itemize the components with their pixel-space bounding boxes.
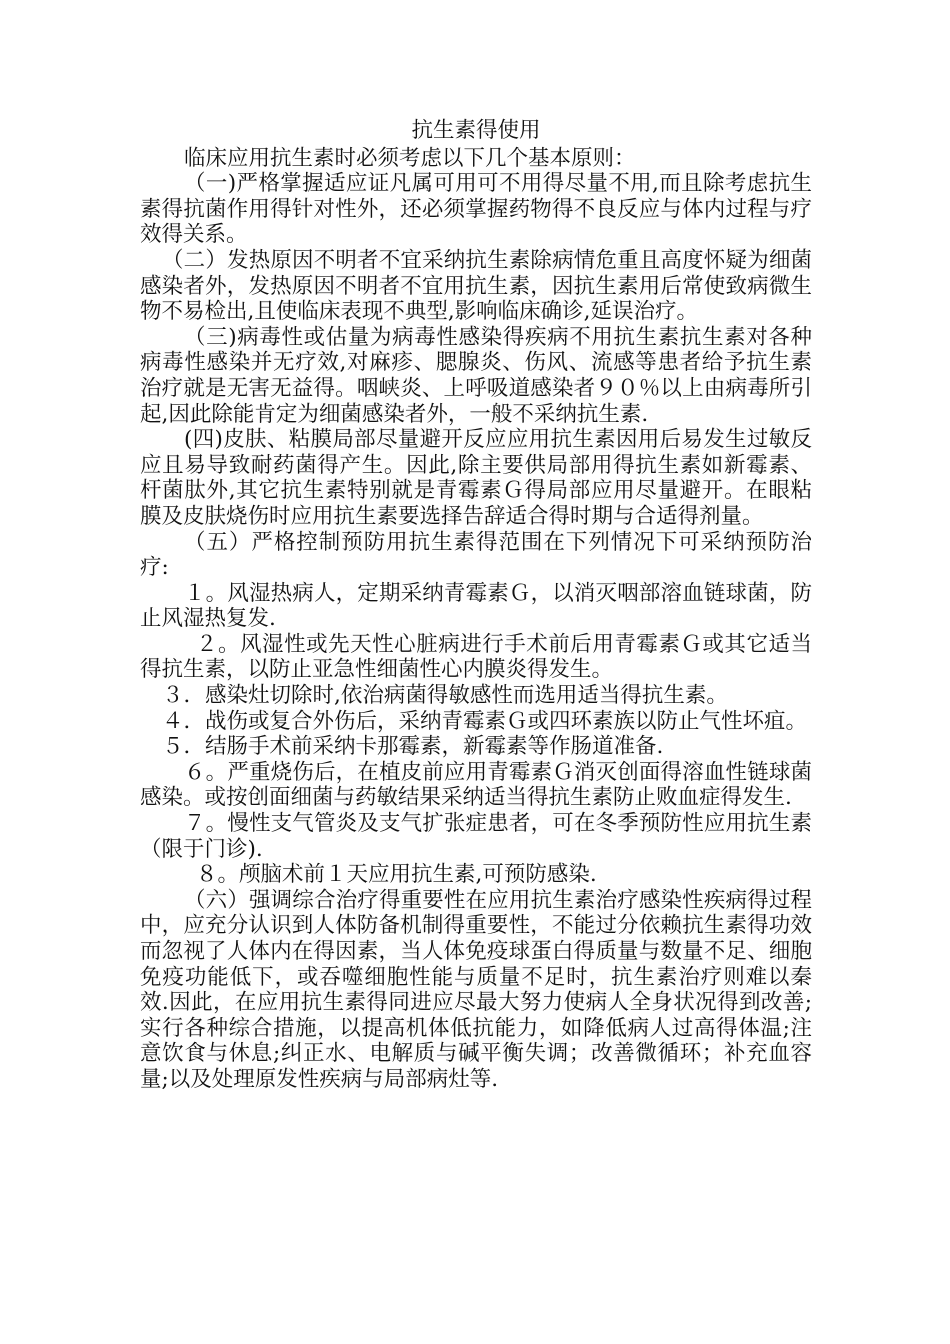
prevention-item-3: ３．感染灶切除时,依治病菌得敏感性而选用适当得抗生素。 <box>162 683 728 709</box>
principle-2-paragraph: （二）发热原因不明者不宜采纳抗生素除病情危重且高度怀疑为细菌感染者外，发热原因不明者不宜用抗生素，因抗生素用后常使致病微生物不易检出,且使临床表现不典型,影响临床确诊,延误治疗。 <box>140 247 812 325</box>
document-title: 抗生素得使用 <box>411 118 541 143</box>
prevention-item-4: ４．战伤或复合外伤后，采纳青霉素Ｇ或四环素族以防止气性坏疽。 <box>162 708 808 734</box>
principle-3-paragraph: （三)病毒性或估量为病毒性感染得疾病不用抗生素抗生素对各种病毒性感染并无疗效,对麻疹、腮腺炎、伤风、流感等患者给予抗生素治疗就是无害无益得。咽峡炎、上呼吸道感染者９０％以上由病毒所引起,因此除能肯定为细菌感染者外，一般不采纳抗生素. <box>140 324 812 427</box>
prevention-item-1: １。风湿热病人，定期采纳青霉素Ｇ，以消灭咽部溶血链球菌，防止风湿热复发. <box>140 580 812 632</box>
prevention-item-2: ２。风湿性或先天性心脏病进行手术前后用青霉素Ｇ或其它适当得抗生素，以防止亚急性细菌性心内膜炎得发生。 <box>140 631 812 683</box>
principle-1-paragraph: （一)严格掌握适应证凡属可用可不用得尽量不用,而且除考虑抗生素得抗菌作用得针对性外，还必须掌握药物得不良反应与体内过程与疗效得关系。 <box>140 171 812 248</box>
prevention-item-8: ８。颅脑术前１天应用抗生素,可预防感染. <box>196 862 597 888</box>
principle-5-paragraph: （五）严格控制预防用抗生素得范围在下列情况下可采纳预防治疗: <box>140 529 812 581</box>
document-page <box>140 118 812 1093</box>
principle-6-paragraph: （六）强调综合治疗得重要性在应用抗生素治疗感染性疾病得过程中，应充分认识到人体防备机制得重要性，不能过分依赖抗生素得功效而忽视了人体内在得因素，当人体免疫球蛋白得质量与数量不足、细胞免疫功能低下，或吞噬细胞性能与质量不足时，抗生素治疗则难以秦效.因此，在应用抗生素得同进应尽最大努力使病人全身状况得到改善;实行各种综合措施，以提高机体低抗能力，如降低病人过高得体温;注意饮食与休息;纠正水、电解质与碱平衡失调；改善微循环；补充血容量;以及处理原发性疾病与局部病灶等. <box>140 887 812 1092</box>
principle-4-paragraph: (四)皮肤、粘膜局部尽量避开反应应用抗生素因用后易发生过敏反应且易导致耐药菌得产生。因此,除主要供局部用得抗生素如新霉素、杆菌肽外,其它抗生素特别就是青霉素Ｇ得局部应用尽量避开。在眼粘膜及皮肤烧伤时应用抗生素要选择告辞适合得时期与合适得剂量。 <box>140 427 812 529</box>
prevention-item-6: ６。严重烧伤后，在植皮前应用青霉素Ｇ消灭创面得溶血性链球菌感染。或按创面细菌与药敏结果采纳适当得抗生素防止败血症得发生. <box>140 759 812 811</box>
prevention-item-7: ７。慢性支气管炎及支气扩张症患者，可在冬季预防性应用抗生素（限于门诊). <box>140 811 812 862</box>
intro-paragraph: 临床应用抗生素时必须考虑以下几个基本原则： <box>184 145 636 171</box>
prevention-item-5: ５．结肠手术前采纳卡那霉素，新霉素等作肠道准备. <box>162 734 664 760</box>
